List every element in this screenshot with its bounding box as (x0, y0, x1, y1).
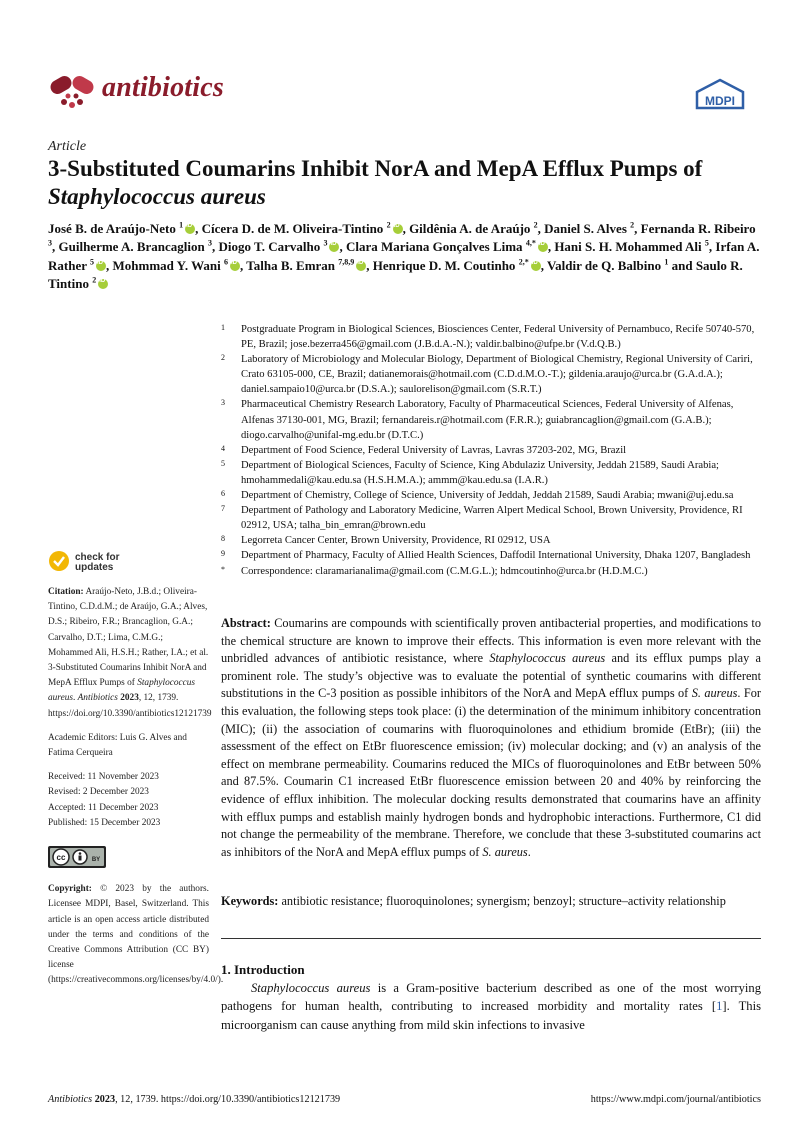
svg-text:BY: BY (91, 857, 101, 864)
orcid-icon[interactable] (96, 261, 106, 271)
author: Talha B. Emran $^{7,8,9}$iD , (246, 258, 373, 273)
orcid-icon[interactable] (230, 261, 240, 271)
affiliation-item: 5 Department of Biological Sciences, Faculty of Science, King Abdulaziz University, Jeddah 21589, Saudi Arabia; hmohammedali@kau.edu.sa (H.S.H.M.A.); ammm@kau.edu.sa (I.A.R.) (221, 458, 719, 486)
orcid-icon[interactable] (356, 261, 366, 271)
orcid-icon[interactable] (98, 279, 108, 289)
author: Clara Mariana Gonçalves Lima $^{4,*}$iD , (346, 239, 554, 254)
author-list (48, 220, 760, 294)
author: Valdir de Q. Balbino $^1$ and (546, 257, 696, 273)
revised-date: Revised: 2 December 2023 (48, 787, 149, 798)
footer-journal-url[interactable]: https://www.mdpi.com/journal/antibiotics (590, 1094, 761, 1105)
title-text: 3-Substituted Coumarins Inhibit NorA and MepA Efflux Pumps of (48, 156, 703, 181)
author: Daniel S. Alves $^2$, (544, 220, 641, 236)
article-type: Article (48, 139, 87, 154)
footer-citation: Antibiotics 2023, 12, 1739. https://doi.org/10.3390/antibiotics12121739 (48, 1094, 341, 1105)
affiliation-item: 3 Pharmaceutical Chemistry Research Laboratory, Faculty of Pharmaceutical Sciences, Federal University of Alfenas, Alfenas 37130-001, MG, Brazil; fernandareis.r@hotmail.com (F.R.R.); guiabrancaglion@gmail.com (G.A.B.); diogo.carvalho@unifal-mg.edu.br (D.T.C.) (221, 398, 734, 441)
received-date: Received: 11 November 2023 (48, 772, 159, 783)
check-for-updates-badge[interactable] (48, 548, 126, 578)
affiliation-item: * Correspondence: claramarianalima@gmail.com (C.M.G.L.); hdmcoutinho@urca.br (H.D.M.C.) (221, 564, 648, 577)
article-title (48, 155, 768, 211)
affiliation-item: 6 Department of Chemistry, College of Science, University of Jeddah, Jeddah 21589, Saudi Arabia; mwani@uj.edu.sa (221, 489, 734, 502)
author: José B. de Araújo-Neto $^1$iD , (48, 221, 202, 236)
accepted-date: Accepted: 11 December 2023 (48, 802, 159, 813)
reference-link[interactable]: 1 (716, 999, 723, 1014)
author: Diogo T. Carvalho $^3$iD , (219, 239, 346, 254)
author: Henrique D. M. Coutinho $^{2,*}$iD , (373, 258, 547, 273)
section-heading-introduction: 1. Introduction (221, 962, 305, 977)
svg-text:cc: cc (56, 853, 66, 863)
title-species: Staphylococcus aureus (48, 184, 266, 209)
author: Hani S. H. Mohammed Ali $^5$, (554, 239, 716, 255)
svg-text:MDPI: MDPI (705, 94, 735, 108)
journal-name: antibiotics (102, 72, 224, 103)
keywords-label: Keywords: (221, 894, 279, 908)
keywords-text: antibiotic resistance; fluoroquinolones; synergism; benzoyl; structure–activity relationship (278, 894, 726, 908)
introduction-paragraph: Staphylococcus aureus is a Gram-positive bacterium described as one of the most worrying pathogens for human health, contributing to increased morbidity and mortality rates [1]. This microorganism can cause anything from mild skin infections to invasive (221, 981, 761, 1032)
author: Mohmmad Y. Wani $^6$iD , (113, 258, 247, 273)
cc-by-license-icon[interactable] (48, 846, 106, 868)
orcid-icon[interactable] (538, 242, 548, 252)
affiliation-list (221, 322, 761, 579)
check-updates-text: check for updates (75, 552, 120, 573)
keywords (221, 893, 761, 911)
journal-logo-icon (48, 72, 96, 112)
abstract-label: Abstract: (221, 616, 271, 630)
author: Saulo R. Tintino $^2$iD (48, 258, 743, 291)
dates-block (48, 770, 209, 831)
check-updates-icon (48, 550, 70, 572)
affiliation-item: 1 Postgraduate Program in Biological Sciences, Biosciences Center, Federal University of Pernambuco, Recife 50740-570, PE, Brazil; jose.bezerra456@gmail.com (J.B.d.A.-N.); valdir.balbino@ufpe.br (V.d.Q.B.) (221, 323, 755, 351)
affiliation-item: 2 Laboratory of Microbiology and Molecular Biology, Department of Biological Chemistry, Regional University of Cariri, Crato 63105-000, CE, Brazil; datianemorais@hotmail.com (C.D.d.M.O.-T.); gildenia.araujo@urca.br (G.A.d.A.); daniel.sampaio10@urca.br (D.S.A.); saulorelison@gmail.com (S.R.T.) (221, 353, 753, 396)
affiliation-item: 7 Department of Pathology and Laboratory Medicine, Warren Alpert Medical School, Brown University, Providence, RI 02912, USA; talha_bin_emran@brown.edu (221, 504, 743, 532)
author: Cícera D. de M. Oliveira-Tintino $^2$iD , (202, 221, 409, 236)
orcid-icon[interactable] (185, 224, 195, 234)
orcid-icon[interactable] (329, 242, 339, 252)
abstract: Abstract: Coumarins are compounds with scientifically proven antibacterial properties, and modifications to the chemical structure are known to improve their effects. This information is even more relevant with the unbridled advances of antibiotic resistance, where Staphylococcus aureus and its efflux pumps play a prominent role. The study’s objective was to evaluate the potential of synthetic coumarins with different substitutions in the C-3 position as possible inhibitors of the NorA and MepA efflux pumps of S. aureus. For this evaluation, the following steps took place: (i) the determination of the minimum inhibitory concentration (MIC); (ii) the association of coumarins with fluoroquinolones and ethidium bromide (EtBr); (iii) the assessment of the effect on EtBr fluorescence emission; (iv) molecular docking; and (v) an analysis of the effect on membrane permeability. Coumarins reduced the MICs of fluoroquinolones and EtBr between 50% and 87.5%. Coumarin C1 increased EtBr fluorescence emission between 20 and 40% by reinforcing the evidence of efflux inhibition. The molecular docking results demonstrated that coumarins have an affinity with efflux pumps and establish mainly hydrogen bonds and hydrophobic interactions. Furthermore, C1 did not change the permeability of the membrane. Therefore, we conclude that these 3-substituted coumarins act as inhibitors of the NorA and MepA efflux pumps of S. aureus. (221, 616, 761, 859)
author: Gildênia A. de Araújo $^2$, (409, 220, 545, 236)
copyright-notice: Copyright: © 2023 by the authors. Licensee MDPI, Basel, Switzerland. This article is an open access article distributed under the terms and conditions of the Creative Commons Attribution (CC BY) license (https://creativecommons.org/licenses/by/4.0/). (48, 884, 224, 986)
orcid-icon[interactable] (531, 261, 541, 271)
affiliation-item: 8 Legorreta Cancer Center, Brown University, Providence, RI 02912, USA (221, 534, 551, 547)
affiliation-item: 4 Department of Food Science, Federal University of Lavras, Lavras 37203-202, MG, Brazil (221, 443, 627, 456)
citation-block: Citation: Araújo-Neto, J.B.d.; Oliveira-Tintino, C.D.d.M.; de Araújo, G.A.; Alves, D.S.; Ribeiro, F.R.; Brancaglion, G.A.; Carvalho, D.T.; Lima, C.M.G.; Mohammed Ali, H.S.H.; Rather, I.A.; et al. 3-Substituted Coumarins Inhibit NorA and MepA Efflux Pumps of Staphylococcus aureus. Antibiotics 2023, 12, 1739. https://doi.org/10.3390/antibiotics12121739 (48, 587, 212, 719)
sidebar (48, 585, 224, 989)
section-divider (221, 938, 761, 939)
orcid-icon[interactable] (393, 224, 403, 234)
author: Fernanda R. Ribeiro $^3$, (48, 221, 756, 255)
published-date: Published: 15 December 2023 (48, 817, 161, 828)
author: Irfan A. Rather $^5$iD , (48, 239, 759, 272)
affiliation-item: 9 Department of Pharmacy, Faculty of Allied Health Sciences, Daffodil International University, Dhaka 1207, Bangladesh (221, 549, 751, 562)
academic-editors: Academic Editors: Luis G. Alves and Fatima Cerqueira (48, 732, 187, 759)
author: Guilherme A. Brancaglion $^3$, (58, 239, 219, 255)
mdpi-logo-icon (693, 78, 747, 112)
